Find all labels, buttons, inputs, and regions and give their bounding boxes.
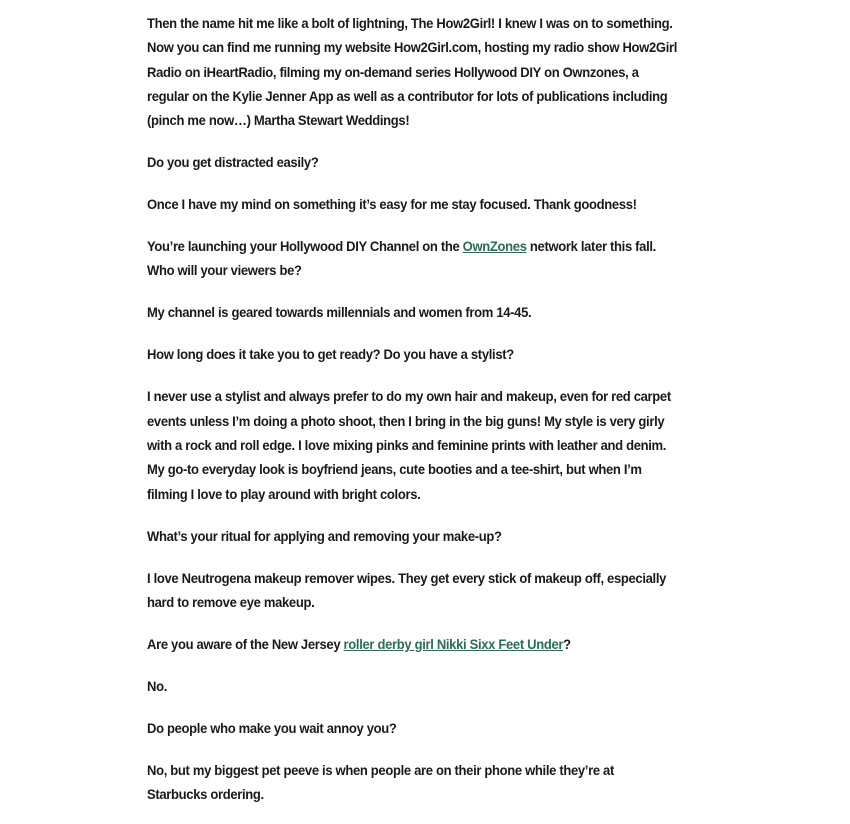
answer-channel-viewers: My channel is geared towards millennials and women from 14-45. (147, 304, 532, 321)
roller-derby-link[interactable]: roller derby girl Nikki Sixx Feet Under (343, 635, 564, 652)
answer-roller-derby: No. (147, 677, 168, 694)
question-makeup-ritual: What’s your ritual for applying and removing your make-up? (147, 527, 502, 544)
question-derby-text-end: ? (563, 635, 571, 652)
question-channel-text-end: network later this fall. Who will your viewers be? (147, 238, 656, 279)
answer-distracted: Once I have my mind on something it’s easy for me stay focused. Thank goodness! (147, 196, 637, 213)
question-channel-text-start: You’re launching your Hollywood DIY Channel on the (147, 238, 463, 255)
question-roller-derby (147, 632, 677, 656)
question-distracted: Do you get distracted easily? (147, 154, 319, 171)
article-body (147, 11, 677, 824)
intro-paragraph: Then the name hit me like a bolt of lightning, The How2Girl! I knew I was on to something. Now you can find me running my website How2Girl.com, hosting my radio show How2Girl Radio on iHeartRadio, filming my on-demand series Hollywood DIY on Ownzones, a regular on the Kylie Jenner App as well as a contributor for lots of publications including (pinch me now…) Martha Stewart Weddings! (147, 15, 678, 129)
answer-stylist: I never use a stylist and always prefer to do my own hair and makeup, even for red carpet events unless I’m doing a photo shoot, then I bring in the big guns! My style is very girly with a rock and roll edge. I love mixing pinks and feminine prints with leather and denim. My go-to everyday look is boyfriend jeans, cute booties and a tee-shirt, but when I’m filming I love to play around with bright colors. (147, 388, 671, 502)
answer-waiting: No, but my biggest pet peeve is when people are on their phone while they’re at Starbucks ordering. (147, 761, 614, 803)
question-waiting: Do people who make you wait annoy you? (147, 719, 397, 736)
question-derby-text-start: Are you aware of the New Jersey (147, 635, 344, 652)
question-channel-viewers (147, 234, 677, 283)
answer-makeup-ritual: I love Neutrogena makeup remover wipes. They get every stick of makeup off, especially hard to remove eye makeup. (147, 569, 667, 610)
ownzones-link[interactable]: OwnZones (462, 238, 527, 255)
question-stylist: How long does it take you to get ready? Do you have a stylist? (147, 346, 514, 363)
